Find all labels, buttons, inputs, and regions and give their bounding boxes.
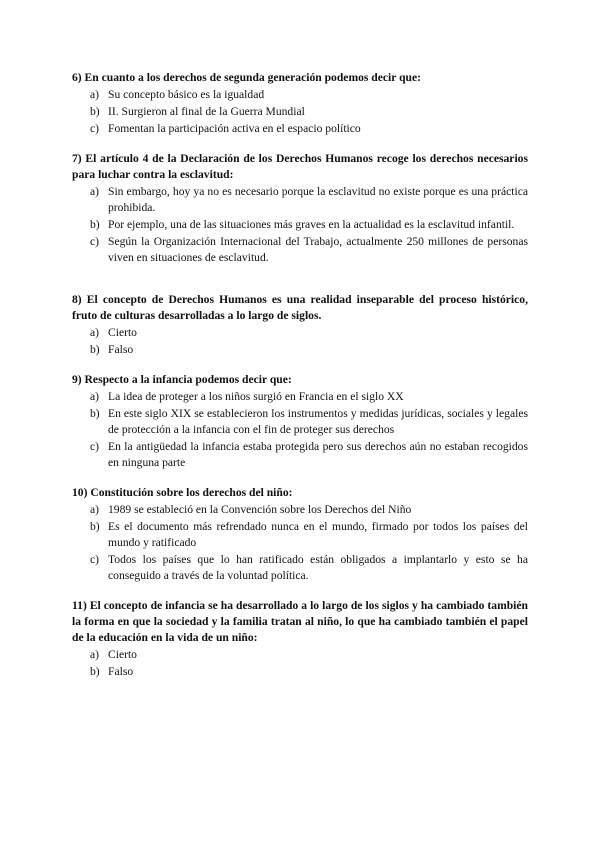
option-item	[72, 389, 528, 405]
option-text: 1989 se estableció en la Convención sobre los Derechos del Niño	[108, 503, 412, 516]
option-item	[72, 664, 528, 680]
option-text: Falso	[108, 665, 134, 678]
option-text: II. Surgieron al final de la Guerra Mundial	[108, 105, 305, 118]
option-item	[72, 234, 528, 266]
option-item	[72, 406, 528, 438]
option-letter: a)	[90, 648, 100, 661]
option-text: En este siglo XIX se establecieron los instrumentos y medidas jurídicas, sociales y legales de protección a la infancia con el fin de proteger sus derechos	[108, 407, 528, 436]
option-letter: a)	[90, 88, 100, 101]
option-letter: a)	[90, 185, 100, 198]
option-text: Fomentan la participación activa en el espacio político	[108, 122, 361, 135]
option-item	[72, 87, 528, 103]
option-text: Según la Organización Internacional del Trabajo, actualmente 250 millones de personas viven en situaciones de esclavitud.	[108, 235, 528, 264]
option-item	[72, 184, 528, 216]
option-item	[72, 519, 528, 551]
option-item	[72, 647, 528, 663]
option-letter: a)	[90, 326, 100, 339]
option-item	[72, 552, 528, 584]
option-letter: b)	[90, 665, 100, 678]
option-text: Sin embargo, hoy ya no es necesario porque la esclavitud no existe porque es una práctica prohibida.	[108, 185, 528, 214]
option-text: La idea de proteger a los niños surgió en Francia en el siglo XX	[108, 390, 404, 403]
question-text: 6) En cuanto a los derechos de segunda generación podemos decir que:	[72, 71, 422, 84]
option-text: Su concepto básico es la igualdad	[108, 88, 265, 101]
option-letter: b)	[90, 343, 100, 356]
option-letter: c)	[90, 122, 100, 135]
option-text: Cierto	[108, 326, 137, 339]
option-letter: b)	[90, 218, 100, 231]
option-item	[72, 342, 528, 358]
option-item	[72, 121, 528, 137]
option-list	[72, 389, 528, 471]
option-letter: c)	[90, 440, 100, 453]
question-text: 8) El concepto de Derechos Humanos es una realidad inseparable del proceso histórico, fruto de culturas desarrolladas a lo largo de siglos.	[72, 293, 528, 322]
option-list	[72, 325, 528, 358]
option-item	[72, 325, 528, 341]
question-8	[72, 292, 528, 358]
question-10	[72, 485, 528, 584]
option-letter: a)	[90, 503, 100, 516]
option-text: Por ejemplo, una de las situaciones más graves en la actualidad es la esclavitud infantil.	[108, 218, 515, 231]
question-7	[72, 151, 528, 266]
option-text: Falso	[108, 343, 134, 356]
option-letter: c)	[90, 235, 100, 248]
option-letter: b)	[90, 520, 100, 533]
option-text: Es el documento más refrendado nunca en el mundo, firmado por todos los países del mundo y ratificado	[108, 520, 528, 549]
option-letter: a)	[90, 390, 100, 403]
option-item	[72, 217, 528, 233]
question-text: 10) Constitución sobre los derechos del niño:	[72, 486, 293, 499]
option-list	[72, 502, 528, 584]
option-text: En la antigüedad la infancia estaba protegida pero sus derechos aún no estaban recogidos en ninguna parte	[108, 440, 528, 469]
option-list	[72, 647, 528, 680]
option-text: Cierto	[108, 648, 137, 661]
option-letter: c)	[90, 553, 100, 566]
question-text: 7) El artículo 4 de la Declaración de los Derechos Humanos recoge los derechos necesarios para luchar contra la esclavitud:	[72, 152, 528, 181]
option-text: Todos los países que lo han ratificado están obligados a implantarlo y esto se ha conseguido a través de la voluntad política.	[108, 553, 528, 582]
option-item	[72, 104, 528, 120]
option-letter: b)	[90, 105, 100, 118]
question-6	[72, 70, 528, 137]
question-text: 9) Respecto a la infancia podemos decir que:	[72, 373, 292, 386]
question-text: 11) El concepto de infancia se ha desarrollado a lo largo de los siglos y ha cambiado también la forma en que la sociedad y la familia tratan al niño, lo que ha cambiado también el papel de la educación en la vida de un niño:	[72, 599, 528, 644]
question-11	[72, 598, 528, 680]
option-letter: b)	[90, 407, 100, 420]
option-item	[72, 439, 528, 471]
option-list	[72, 87, 528, 137]
option-list	[72, 184, 528, 266]
question-9	[72, 372, 528, 471]
option-item	[72, 502, 528, 518]
